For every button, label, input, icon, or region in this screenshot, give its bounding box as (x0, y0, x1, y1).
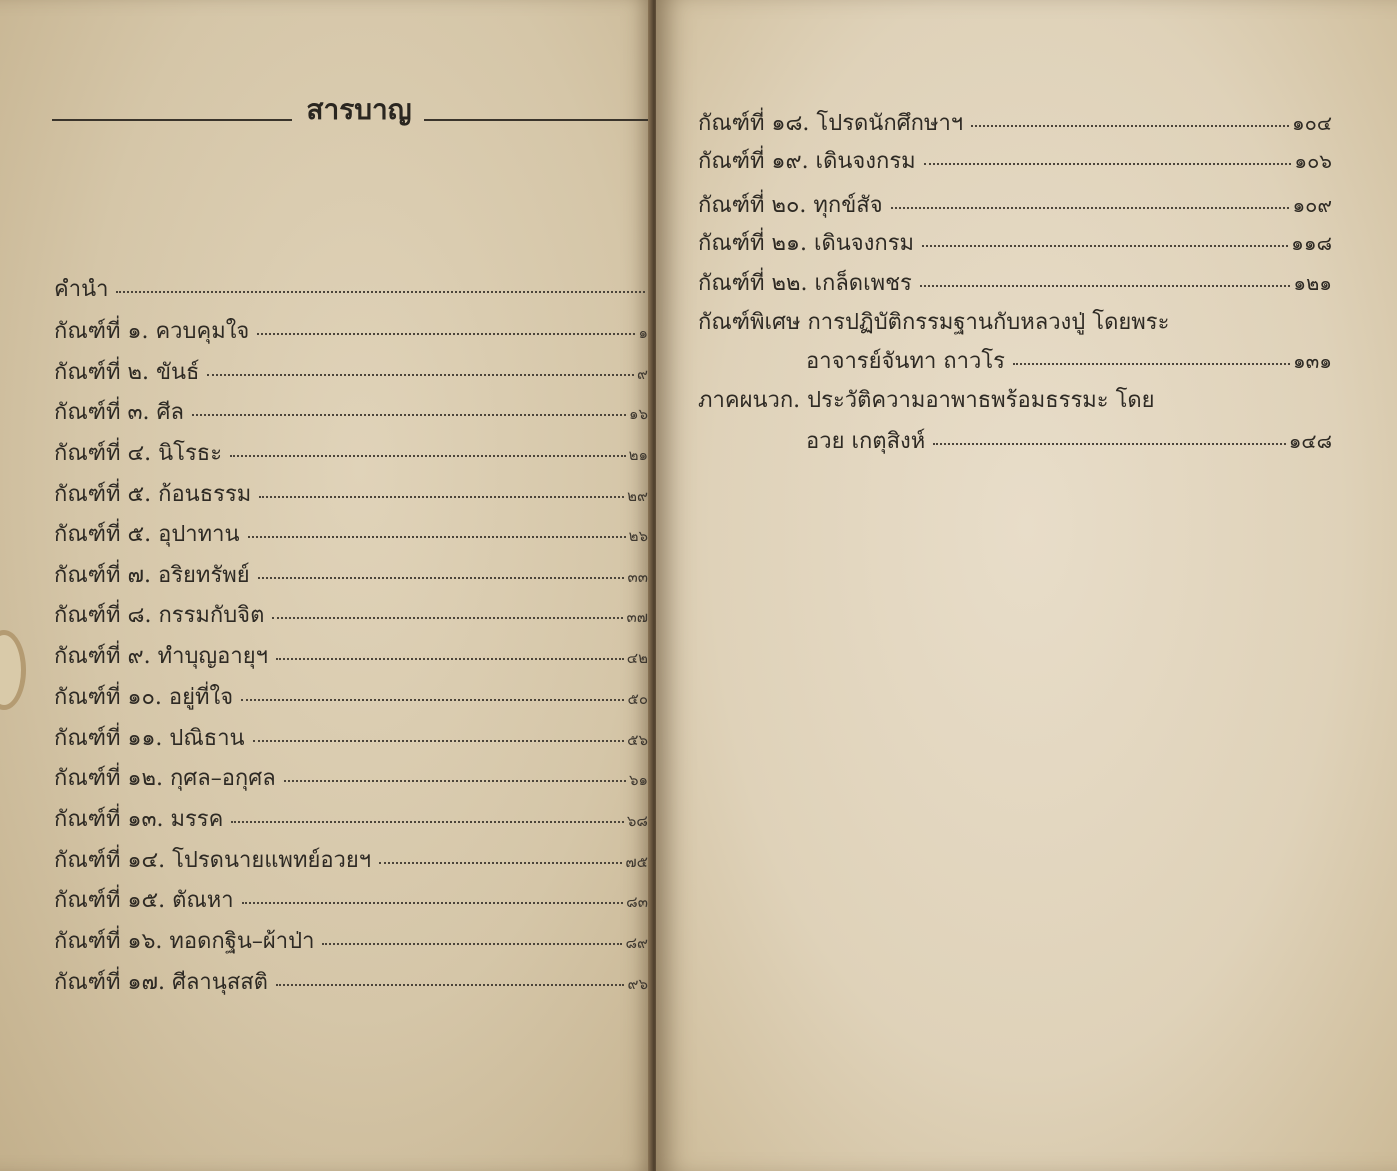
toc-entry-label: อาจารย์จันทา ถาวโร (806, 349, 1005, 374)
toc-leader-dots (322, 943, 622, 945)
toc-entry (54, 439, 648, 470)
toc-leader-dots (922, 245, 1288, 247)
toc-leader-dots (192, 414, 626, 416)
toc-entry-label: อวย เกตุสิงห์ (806, 429, 926, 454)
toc-entry-page: ๘๓ (626, 893, 648, 911)
toc-entry (54, 358, 648, 389)
toc-entry-label: กัณฑ์ที่ ๑๓. มรรค (54, 807, 224, 832)
toc-entry-label: กัณฑ์ที่ ๑๖. ทอดกฐิน–ผ้าป่า (54, 929, 315, 954)
toc-leader-dots (231, 821, 624, 823)
toc-entry-page: ๕๐ (627, 690, 648, 708)
toc-entry-label: กัณฑ์ที่ ๑๗. ศีลานุสสติ (54, 970, 268, 995)
toc-entry (54, 805, 648, 836)
toc-entry (54, 886, 648, 917)
toc-entry-page: ๘๙ (625, 934, 648, 952)
toc-entry (54, 642, 648, 673)
toc-entry (54, 764, 648, 795)
toc-entry-label: กัณฑ์ที่ ๑. ควบคุมใจ (54, 319, 250, 344)
toc-leader-dots (1013, 363, 1290, 365)
toc-entry (54, 561, 648, 592)
toc-entry (698, 108, 1332, 139)
toc-entry (54, 480, 648, 511)
toc-entry (54, 968, 648, 999)
toc-entry-page: ๑๓๑ (1292, 349, 1332, 373)
toc-entry-label: กัณฑ์ที่ ๗. อริยทรัพย์ (54, 563, 250, 588)
toc-entry-label: กัณฑ์ที่ ๑๕. ตัณหา (54, 888, 234, 913)
toc-entry-label: กัณฑ์ที่ ๕. อุปาทาน (54, 522, 240, 547)
toc-heading (52, 88, 652, 128)
toc-entry-label: กัณฑ์ที่ ๑๐. อยู่ที่ใจ (54, 685, 234, 710)
toc-entry (54, 846, 648, 877)
toc-entry-label: กัณฑ์ที่ ๓. ศีล (54, 400, 184, 425)
toc-leader-dots (971, 125, 1289, 127)
toc-leader-dots (241, 699, 624, 701)
toc-entry (54, 398, 648, 429)
toc-leader-dots (272, 617, 623, 619)
toc-leader-dots (924, 163, 1292, 165)
toc-leader-dots (242, 902, 624, 904)
toc-entry-label: กัณฑ์ที่ ๒๒. เกล็ดเพชร (698, 271, 912, 296)
toc-entry-label: กัณฑ์ที่ ๑๒. กุศล–อกุศล (54, 766, 276, 791)
toc-entry-label: กัณฑ์ที่ ๕. ก้อนธรรม (54, 482, 252, 507)
toc-entry-page: ๓๓ (627, 568, 648, 586)
toc-entry-page: ๑๖ (628, 405, 648, 423)
toc-leader-dots (230, 455, 626, 457)
toc-entry-page: ๓๗ (626, 608, 648, 626)
toc-entry-label: กัณฑ์ที่ ๒๐. ทุกข์สัจ (698, 193, 883, 218)
toc-entry-label: กัณฑ์ที่ ๑๘. โปรดนักศึกษาฯ (698, 111, 964, 136)
toc-entry-page: ๑ (638, 324, 648, 342)
toc-leader-dots (259, 496, 624, 498)
toc-entry-label: กัณฑ์ที่ ๒. ขันธ์ (54, 360, 200, 385)
toc-entry (698, 268, 1332, 299)
heading-rule-left (52, 119, 292, 121)
toc-entry-label: กัณฑ์ที่ ๑๑. ปณิธาน (54, 726, 245, 751)
toc-entry-label: กัณฑ์ที่ ๑๔. โปรดนายแพทย์อวยฯ (54, 848, 372, 873)
toc-entry (806, 426, 1332, 457)
toc-entry-page: ๔๒ (626, 649, 648, 667)
toc-entry-label: คำนำ (54, 277, 109, 302)
toc-leader-dots (257, 333, 635, 335)
right-page (656, 0, 1397, 1171)
toc-entry-page: ๗๕ (625, 853, 648, 871)
toc-entry-label: กัณฑ์ที่ ๒๑. เดินจงกรม (698, 231, 915, 256)
toc-leader-dots (258, 577, 625, 579)
toc-leader-dots (253, 740, 625, 742)
toc-entry-page: ๙๖ (627, 975, 648, 993)
toc-entry-page: ๒๙ (627, 487, 648, 505)
toc-leader-dots (891, 207, 1290, 209)
toc-leader-dots (207, 374, 634, 376)
toc-leader-dots (248, 536, 626, 538)
toc-entry (54, 275, 648, 305)
toc-entry (54, 601, 648, 632)
toc-leader-dots (920, 285, 1291, 287)
toc-leader-dots (116, 291, 645, 293)
toc-entry (54, 683, 648, 714)
toc-leader-dots (284, 780, 626, 782)
toc-entry-page: ๑๒๑ (1293, 271, 1332, 295)
toc-entry-page: ๒๖ (628, 527, 648, 545)
toc-entry-page: ๑๑๘ (1291, 231, 1332, 255)
toc-entry-page: ๒๑ (628, 446, 648, 464)
toc-entry-page: ๖๑ (628, 771, 648, 789)
toc-entry-label: กัณฑ์ที่ ๙. ทำบุญอายุฯ (54, 644, 268, 669)
toc-title: สารบาญ (306, 93, 412, 126)
toc-entry-page: ๑๐๙ (1292, 193, 1332, 217)
toc-entry-page: ๙ (637, 365, 648, 383)
toc-entry (54, 317, 648, 348)
toc-leader-dots (276, 658, 624, 660)
toc-leader-dots (379, 862, 622, 864)
binding-ring (0, 630, 26, 710)
toc-entry (698, 228, 1332, 259)
toc-leader-dots (933, 443, 1285, 445)
toc-entry (54, 724, 648, 755)
toc-leader-dots (276, 984, 625, 986)
toc-entry-page: ๑๐๔ (1291, 111, 1332, 135)
toc-entry-label: กัณฑ์ที่ ๔. นิโรธะ (54, 441, 223, 466)
toc-entry (54, 520, 648, 551)
toc-entry-label: กัณฑ์ที่ ๘. กรรมกับจิต (54, 603, 265, 628)
toc-entry (698, 190, 1332, 221)
toc-entry-page: ๖๘ (626, 812, 648, 830)
toc-special-line1: กัณฑ์พิเศษ การปฏิบัติกรรมฐานกับหลวงปู่ โดยพระ (698, 310, 1170, 335)
toc-entry-label: กัณฑ์ที่ ๑๙. เดินจงกรม (698, 149, 916, 174)
toc-entry (698, 146, 1332, 177)
toc-entry-page: ๕๖ (627, 731, 648, 749)
toc-appendix-line1: ภาคผนวก. ประวัติความอาพาธพร้อมธรรมะ โดย (698, 388, 1155, 413)
heading-rule-right (424, 119, 652, 121)
toc-entry-page: ๑๔๘ (1288, 429, 1332, 453)
left-page (0, 0, 654, 1171)
toc-entry-page: ๑๐๖ (1294, 149, 1332, 173)
toc-entry (54, 927, 648, 958)
toc-entry (806, 346, 1332, 377)
